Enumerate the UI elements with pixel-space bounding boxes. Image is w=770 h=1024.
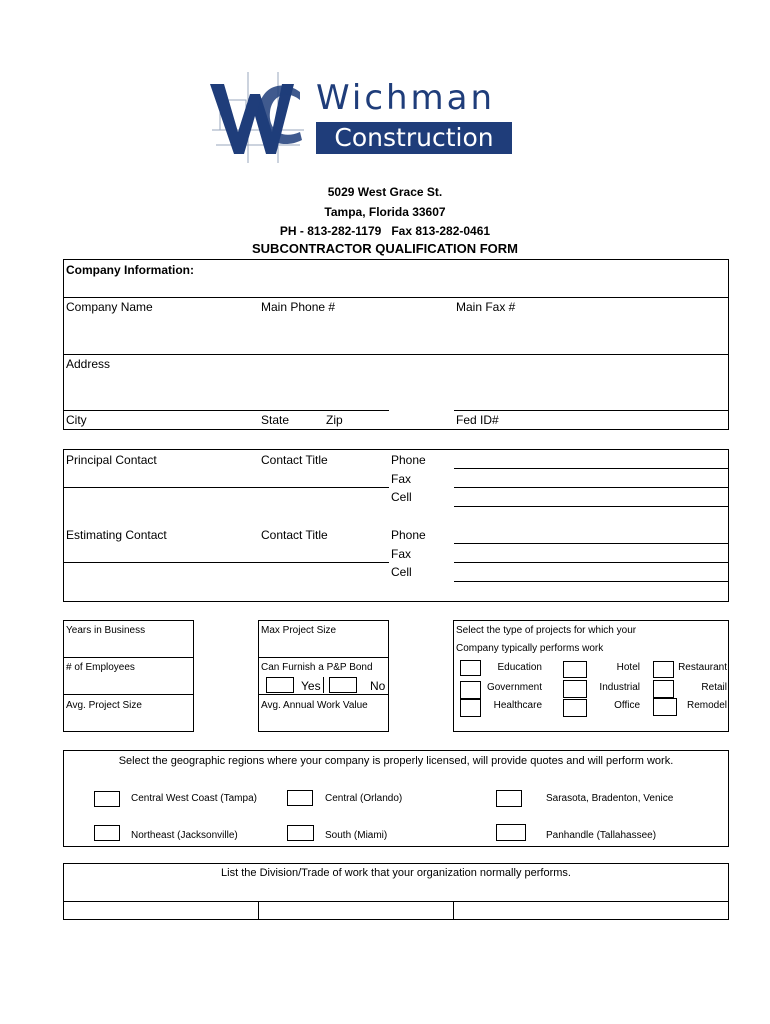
estimating-cell-line[interactable]: [454, 581, 729, 582]
company-info-heading: Company Information:: [66, 263, 194, 277]
state-field[interactable]: State: [261, 413, 290, 427]
company-name-field[interactable]: Company Name: [66, 300, 153, 314]
bond-yes-checkbox[interactable]: [266, 677, 294, 693]
estimating-title-field[interactable]: Contact Title: [261, 528, 328, 542]
education-label: Education: [497, 662, 542, 673]
retail-checkbox[interactable]: [653, 680, 674, 698]
industrial-checkbox[interactable]: [563, 680, 587, 698]
region-northeast-checkbox[interactable]: [94, 825, 120, 841]
restaurant-checkbox[interactable]: [653, 661, 674, 678]
principal-cell-label: Cell: [391, 490, 412, 504]
avg-project-size-label: Avg. Project Size: [66, 700, 142, 711]
principal-phone-label: Phone: [391, 453, 426, 467]
bond-label: Can Furnish a P&P Bond: [261, 662, 373, 673]
principal-fax-label: Fax: [391, 472, 412, 486]
years-in-business-label: Years in Business: [66, 625, 146, 636]
company-logo: [208, 70, 518, 165]
healthcare-checkbox[interactable]: [460, 699, 481, 717]
city-field[interactable]: City: [66, 413, 87, 427]
company-address: 5029 West Grace St.: [327, 185, 443, 199]
hotel-label: Hotel: [616, 662, 640, 673]
project-types-prompt-2: Company typically performs work: [456, 643, 604, 654]
employees-label: # of Employees: [66, 662, 135, 673]
region-central-west-checkbox[interactable]: [94, 791, 120, 807]
retail-label: Retail: [701, 682, 727, 693]
hotel-checkbox[interactable]: [563, 661, 587, 678]
estimating-phone-label: Phone: [391, 528, 426, 542]
region-south-label: South (Miami): [325, 830, 388, 841]
estimating-cell-label: Cell: [391, 565, 412, 579]
zip-field[interactable]: Zip: [326, 413, 343, 427]
government-label: Government: [486, 682, 542, 693]
estimating-fax-label: Fax: [391, 547, 412, 561]
office-label: Office: [614, 700, 640, 711]
estimating-fax-line[interactable]: [454, 562, 729, 563]
region-sarasota-label: Sarasota, Bradenton, Venice: [546, 793, 674, 804]
region-south-checkbox[interactable]: [287, 825, 314, 841]
principal-fax-line[interactable]: [454, 487, 729, 488]
region-central-west-label: Central West Coast (Tampa): [131, 793, 257, 804]
region-central-label: Central (Orlando): [325, 793, 403, 804]
trade-cell-2[interactable]: [259, 902, 453, 919]
trades-prompt: List the Division/Trade of work that your organization normally performs.: [221, 867, 571, 879]
main-fax-field[interactable]: Main Fax #: [456, 300, 516, 314]
principal-phone-line[interactable]: [454, 468, 729, 469]
industrial-label: Industrial: [599, 682, 640, 693]
estimating-contact-field[interactable]: Estimating Contact: [66, 528, 167, 542]
office-checkbox[interactable]: [563, 699, 587, 717]
main-phone-field[interactable]: Main Phone #: [261, 300, 336, 314]
logo-wordmark-top: Wichman: [316, 78, 496, 118]
max-project-size-label: Max Project Size: [261, 625, 337, 636]
annual-work-value-label: Avg. Annual Work Value: [261, 700, 368, 711]
wc-monogram-icon: [208, 70, 308, 165]
region-sarasota-checkbox[interactable]: [496, 790, 522, 807]
project-types-prompt-1: Select the type of projects for which your: [456, 625, 637, 636]
principal-contact-field[interactable]: Principal Contact: [66, 453, 157, 467]
address-field[interactable]: Address: [66, 357, 111, 371]
fed-id-field[interactable]: Fed ID#: [456, 413, 499, 427]
estimating-phone-line[interactable]: [454, 543, 729, 544]
trade-cell-3[interactable]: [454, 902, 728, 919]
company-info-section: [63, 259, 729, 430]
education-checkbox[interactable]: [460, 660, 481, 676]
remodel-label: Remodel: [686, 700, 727, 711]
restaurant-label: Restaurant: [678, 662, 727, 673]
bond-yes-label: Yes: [301, 679, 321, 693]
region-panhandle-label: Panhandle (Tallahassee): [546, 830, 657, 841]
company-city: Tampa, Florida 33607: [324, 205, 446, 219]
bond-no-label: No: [370, 679, 386, 693]
region-northeast-label: Northeast (Jacksonville): [131, 830, 238, 841]
principal-title-field[interactable]: Contact Title: [261, 453, 328, 467]
project-types-section: [453, 620, 729, 732]
form-title: SUBCONTRACTOR QUALIFICATION FORM: [252, 241, 518, 256]
logo-wordmark-bottom: Construction: [316, 122, 512, 154]
trade-cell-1[interactable]: [64, 902, 258, 919]
government-checkbox[interactable]: [460, 681, 481, 699]
region-central-checkbox[interactable]: [287, 790, 313, 806]
regions-prompt: Select the geographic regions where your company is properly licensed, will provide quotes and will perform work.: [118, 755, 674, 767]
region-panhandle-checkbox[interactable]: [496, 824, 526, 841]
healthcare-label: Healthcare: [493, 700, 542, 711]
bond-no-checkbox[interactable]: [329, 677, 357, 693]
company-phones: PH - 813-282-1179 Fax 813-282-0461: [279, 224, 491, 238]
principal-cell-line[interactable]: [454, 506, 729, 507]
